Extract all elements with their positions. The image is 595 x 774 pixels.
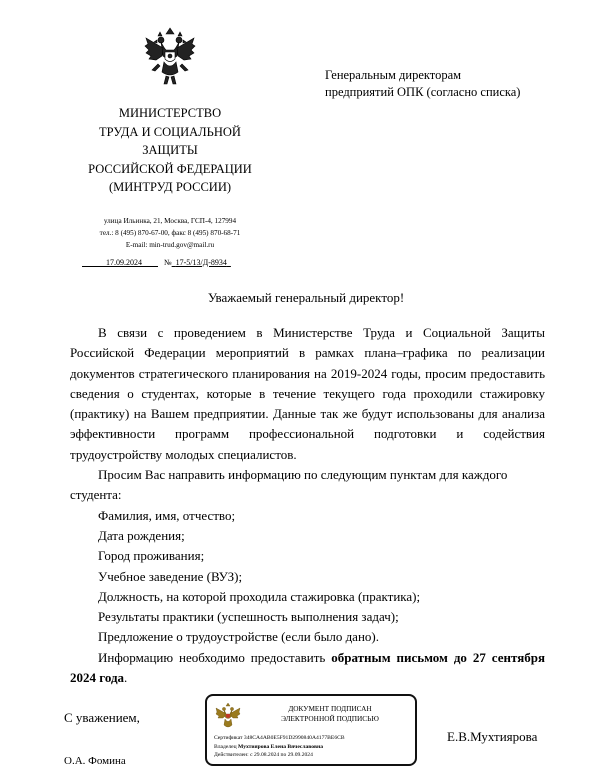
certificate-line: Сертификат 348CA4AB0E5F91D2990840A4177BE6CB [214,735,345,741]
electronic-signature-stamp [205,694,417,766]
list-item: Дата рождения; [98,527,185,543]
stamp-title: ДОКУМЕНТ ПОДПИСАН ЭЛЕКТРОННОЙ ПОДПИСЬЮ [281,704,379,723]
recipient-line: предприятий ОПК (согласно списка) [325,85,521,99]
recipient-block [325,67,520,101]
list-item: Результаты практики (успешность выполнения задач); [98,609,399,625]
final-text: Информацию необходимо предоставить [98,649,332,665]
recipient-line: Генеральным директорам [325,68,462,82]
registration-line [82,258,231,267]
ministry-line: ТРУДА И СОЦИАЛЬНОЙ [99,124,241,139]
closing-respect: С уважением, [64,710,140,725]
letter-body [70,323,545,688]
list-item: Должность, на которой проходила стажировка (практика); [98,588,421,604]
certificate-value: 348CA4AB0E5F91D2990840A4177BE6CB [243,735,345,741]
greeting: Уважаемый генеральный директор! [207,290,405,305]
signer-name: Е.В.Мухтиярова [447,729,538,744]
ministry-line: ЗАЩИТЫ [142,143,198,157]
list-item: Город проживания; [98,548,205,564]
ministry-line: РОССИЙСКОЙ ФЕДЕРАЦИИ [88,161,252,176]
owner-line: Владелец Мухтиярова Елена Вячеславовна [214,743,323,750]
ministry-name-block [60,104,280,197]
list-item: Фамилия, имя, отчество; [98,507,236,523]
contacts-block [60,215,280,251]
paragraph: Просим Вас направить информацию по следующим пунктам для каждого студента: [70,467,508,503]
document-number: 17-5/13/Д-8934 [175,258,227,267]
phone-fax: тел.: 8 (495) 870-67-00, факс 8 (495) 870-68-71 [99,229,241,237]
document-date: 17.09.2024 [106,258,142,267]
author-name: О.А. Фомина [64,755,126,767]
ministry-line: МИНИСТЕРСТВО [118,106,222,120]
coat-of-arms-icon [215,702,241,730]
stamp-details [214,734,345,760]
paragraph: В связи с проведением в Министерстве Труда и Социальной Защиты Российской Федерации мероприятий в рамках плана–графика по реализации документов стратегического планирования на 2019-2024 годы, просим предоставить сведения о студентах, которые в течение текущего года проходили стажировку (практику) на Вашем предприятии. Данные так же будут использованы для анализа эффективности программ профессиональной подготовки и содействия трудоустройству молодых специалистов. [70,325,545,462]
address: улица Ильинка, 21, Москва, ГСП-4, 127994 [103,217,237,225]
coat-of-arms-emblem [144,26,196,88]
ministry-line: (МИНТРУД РОССИИ) [108,180,232,194]
validity-line: Действителен: с 29.08.2024 по 29.09.2024 [214,752,313,758]
list-item: Учебное заведение (ВУЗ); [98,568,243,584]
deadline-text: обратным письмом до 27 сентября 2024 года [70,649,545,686]
owner-value: Мухтиярова Елена Вячеславовна [238,743,323,750]
final-paragraph: Информацию необходимо предоставить обратным письмом до 27 сентября 2024 года. [70,649,545,686]
list-item: Предложение о трудоустройстве (если было дано). [98,629,379,645]
number-sign: № [164,258,172,267]
email: E-mail: min-trud.gov@mail.ru [125,241,215,249]
